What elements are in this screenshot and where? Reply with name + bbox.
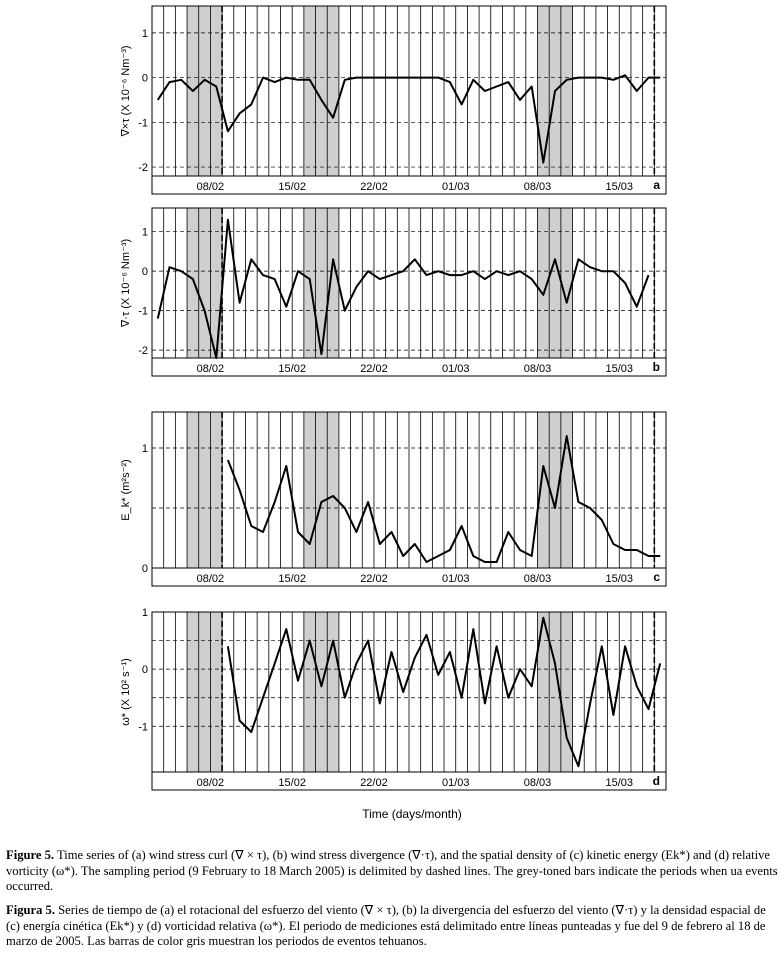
- x-tick-label: 08/02: [196, 573, 225, 585]
- panel-letter: a: [653, 178, 660, 192]
- x-tick-label: 22/02: [360, 363, 388, 375]
- event-band: [538, 208, 573, 358]
- x-tick-label: 15/02: [278, 573, 306, 585]
- panel-b: [120, 208, 666, 376]
- x-axis-title: Time (days/month): [362, 807, 462, 821]
- panel-letter: b: [652, 360, 660, 374]
- y-axis-title: ∇·τ (X 10⁻⁶ Nm⁻³): [120, 238, 132, 328]
- y-tick-label: -1: [138, 305, 148, 318]
- caption-english-text: Time series of (a) wind stress curl (∇ × τ), (b) wind stress divergence (∇·τ), and the spatial density of (c) kinetic energy (Ek*) and (d) relative vorticity (ω*). The sampling period (9 February to 18 March 2005) is delimited by dashed lines. The grey-toned bars indicate the periods when ua events occurred.: [6, 848, 778, 894]
- caption-english-label: Figure 5.: [6, 848, 55, 862]
- x-tick-label: 22/02: [360, 573, 388, 585]
- event-band: [187, 412, 222, 568]
- x-tick-label: 01/03: [441, 573, 470, 585]
- x-tick-label: 08/03: [523, 363, 552, 375]
- caption-spanish-label: Figura 5.: [6, 903, 55, 917]
- x-tick-label: 22/02: [360, 777, 388, 789]
- x-tick-label: 15/02: [278, 363, 306, 375]
- y-tick-label: 0: [141, 266, 148, 279]
- y-tick-label: 1: [141, 27, 148, 40]
- y-axis-title: E_k* (m²s⁻²): [120, 459, 132, 521]
- y-tick-label: -2: [138, 345, 148, 358]
- y-tick-label: -2: [138, 162, 148, 175]
- x-tick-label: 08/03: [523, 777, 552, 789]
- panel-a: [120, 6, 666, 194]
- event-band: [304, 6, 339, 176]
- y-tick-label: 0: [141, 72, 148, 85]
- x-tick-label: 01/03: [441, 181, 470, 193]
- x-tick-label: 15/03: [605, 363, 634, 375]
- x-tick-label: 01/03: [441, 363, 470, 375]
- x-tick-label: 08/02: [196, 181, 225, 193]
- x-tick-label: 15/02: [278, 777, 306, 789]
- y-axis-title: ∇×τ (X 10⁻⁶ Nm⁻³): [120, 45, 132, 137]
- x-tick-label: 15/03: [605, 777, 634, 789]
- x-tick-label: 08/02: [196, 363, 225, 375]
- event-band: [187, 612, 222, 772]
- caption-spanish-text: Series de tiempo de (a) el rotacional del esfuerzo del viento (∇ × τ), (b) la divergencia del esfuerzo del viento (∇·τ) y la densidad espacial de (c) energía cinética (Ek*) y (d) vorticidad relativa (ω*). El periodo de mediciones está delimitado entre líneas punteadas y fue del 9 de febrero al 18 de marzo de 2005. Las barras de color gris muestran los periodos de eventos tehuanos.: [6, 903, 766, 949]
- event-band: [304, 208, 339, 358]
- y-tick-label: 0: [141, 563, 148, 575]
- caption-english: [6, 848, 778, 895]
- y-tick-label: 1: [141, 607, 148, 619]
- x-tick-label: 08/03: [523, 573, 552, 585]
- panel-c: [120, 412, 666, 586]
- y-tick-label: 0: [141, 664, 148, 677]
- event-band: [538, 612, 573, 772]
- x-tick-label: 22/02: [360, 181, 388, 193]
- x-tick-label: 08/02: [196, 777, 225, 789]
- x-tick-label: 15/02: [278, 181, 306, 193]
- y-tick-label: 1: [141, 443, 148, 455]
- y-tick-label: 1: [141, 226, 148, 239]
- x-tick-label: 01/03: [441, 777, 470, 789]
- event-band: [304, 612, 339, 772]
- y-tick-label: -1: [138, 721, 148, 734]
- panel-d: [120, 607, 666, 790]
- y-axis-title: ω* (X 10² s⁻¹): [120, 658, 132, 726]
- y-tick-label: -1: [138, 117, 148, 130]
- x-tick-label: 08/03: [523, 181, 552, 193]
- caption-spanish: [6, 903, 778, 950]
- x-tick-label: 15/03: [605, 573, 634, 585]
- event-band: [187, 208, 222, 358]
- panel-letter: d: [652, 774, 660, 788]
- panels: [120, 6, 666, 790]
- x-tick-label: 15/03: [605, 181, 634, 193]
- panel-letter: c: [653, 570, 660, 584]
